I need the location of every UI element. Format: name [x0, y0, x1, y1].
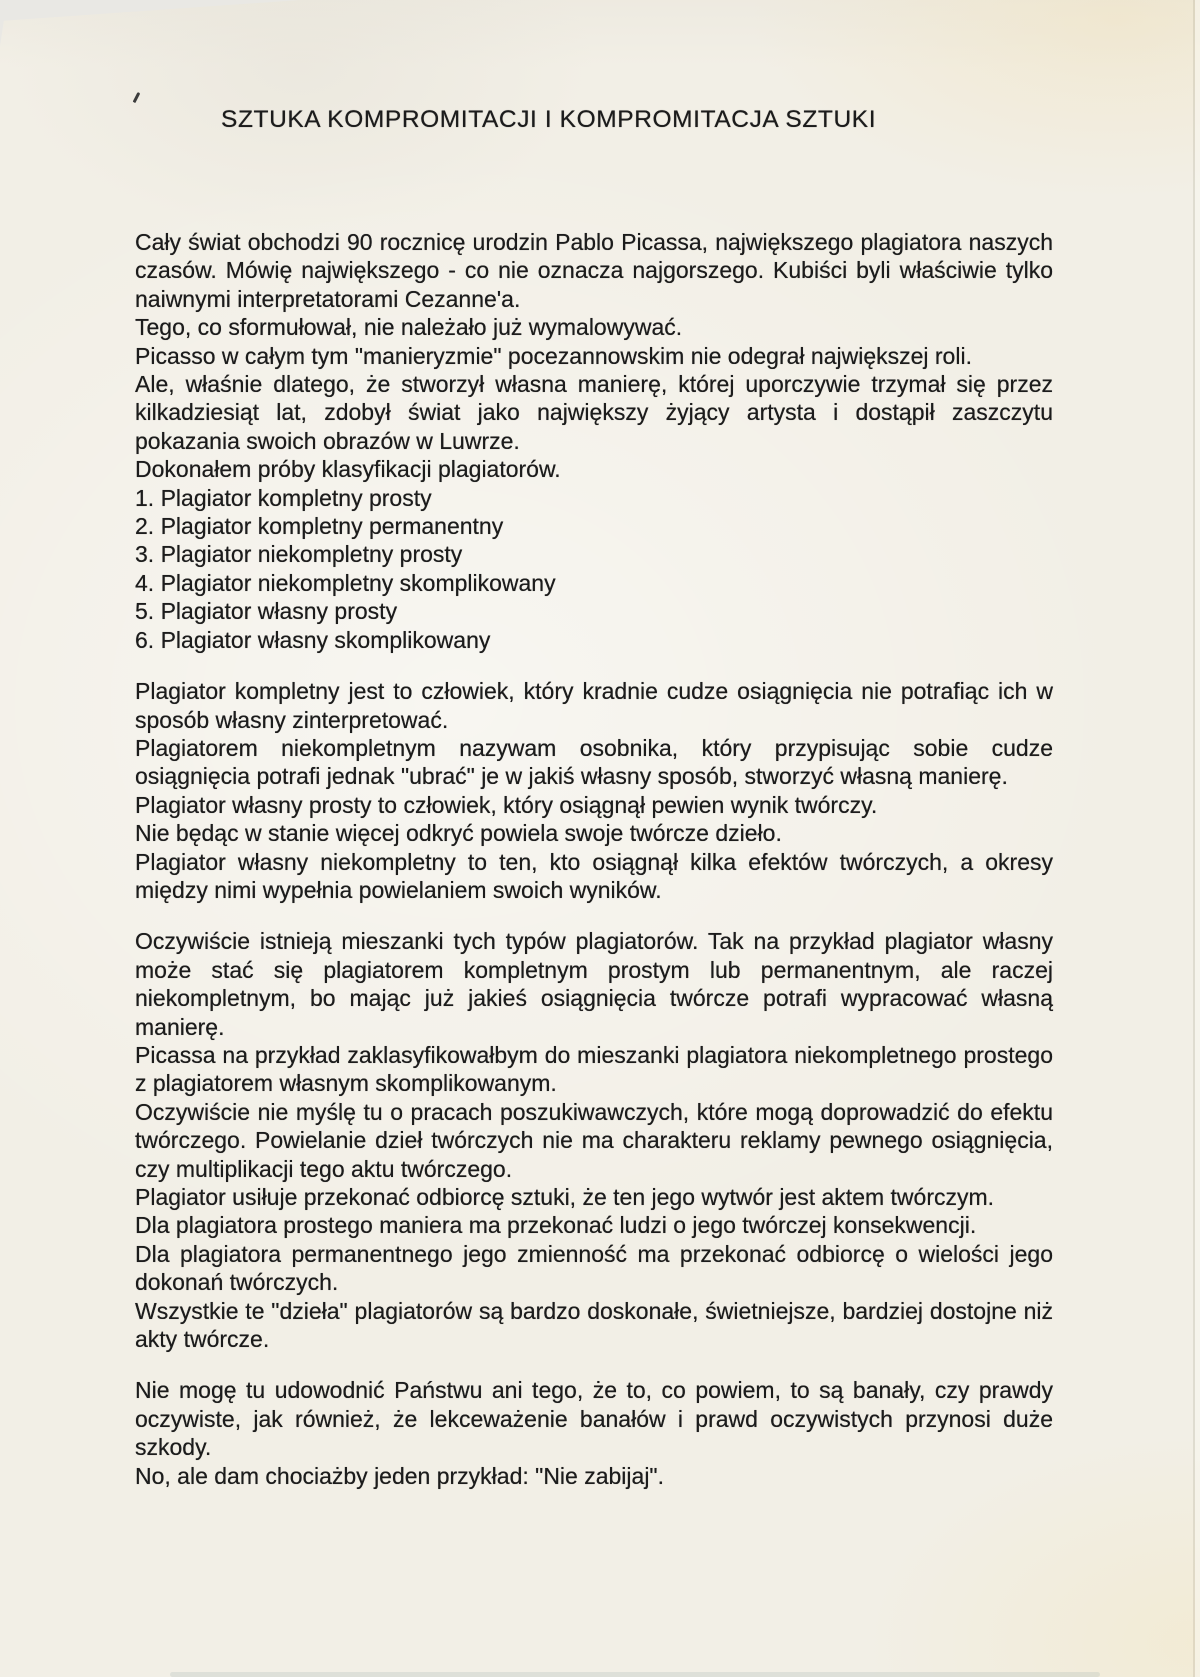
page-edge-highlight — [1195, 0, 1200, 1677]
document-title: SZTUKA KOMPROMITACJI I KOMPROMITACJA SZTUKI — [221, 106, 877, 133]
paragraph: Plagiatorem niekompletnym nazywam osobnika, który przypisując sobie cudze osiągnięcia potrafi jednak "ubrać" je w jakiś własny sposób, stworzyć własną manierę. — [135, 734, 1053, 790]
paragraph: Tego, co sformułował, nie należało już wymalowywać. — [135, 314, 683, 341]
text-block-definitions — [135, 677, 1053, 904]
list-item-4: 4. Plagiator niekompletny skomplikowany — [135, 569, 556, 596]
paragraph: Oczywiście nie myślę tu o pracach poszukiwawczych, które mogą doprowadzić do efektu twórczego. Powielanie dzieł twórczych nie ma charakteru reklamy pewnego osiągnięcia, czy multiplikacji tego aktu twórczego. — [135, 1098, 1053, 1182]
paragraph: Oczywiście istnieją mieszanki tych typów plagiatorów. Tak na przykład plagiator własny może stać się plagiatorem kompletnym prostym lub permanentnym, ale raczej niekompletnym, bo mając już jakieś osiągnięcia twórcze potrafi wypracować własną manierę. — [135, 928, 1053, 1040]
paragraph: Nie będąc w stanie więcej odkryć powiela swoje twórcze dzieło. — [135, 820, 782, 847]
list-item-6: 6. Plagiator własny skomplikowany — [135, 626, 491, 653]
paragraph: Picasso w całym tym "manieryzmie" pocezannowskim nie odegrał największej roli. — [135, 342, 972, 369]
paragraph: Plagiator własny niekompletny to ten, kto osiągnął kilka efektów twórczych, a okresy między nimi wypełnia powielaniem swoich wyników. — [135, 848, 1053, 903]
paragraph: Dla plagiatora permanentnego jego zmienność ma przekonać odbiorcę o wielości jego dokonań twórczych. — [135, 1240, 1053, 1296]
paragraph: Wszystkie te "dzieła" plagiatorów są bardzo doskonałe, świetniejsze, bardziej dostojne niż akty twórcze. — [135, 1297, 1053, 1353]
paragraph: Nie mogę tu udowodnić Państwu ani tego, że to, co powiem, to są banały, czy prawdy oczywiste, jak również, że lekceważenie banałów i prawd oczywistych przynosi duże szkody. — [135, 1377, 1053, 1461]
text-block-closing — [135, 1376, 1053, 1490]
document-content — [135, 0, 1053, 1490]
document-body — [135, 228, 1053, 1490]
list-item-5: 5. Plagiator własny prosty — [135, 598, 398, 625]
scan-edge-artifact-left — [0, 0, 7, 46]
list-item-3: 3. Plagiator niekompletny prosty — [135, 541, 463, 568]
paragraph: No, ale dam chociażby jeden przykład: "Nie zabijaj". — [135, 1462, 664, 1489]
scan-edge-artifact-bottom — [170, 1672, 1100, 1677]
paragraph: Picassa na przykład zaklasyfikowałbym do mieszanki plagiatora niekompletnego prostego z plagiatorem własnym skomplikowanym. — [135, 1041, 1053, 1097]
paragraph: Plagiator usiłuje przekonać odbiorcę sztuki, że ten jego wytwór jest aktem twórczym. — [135, 1184, 995, 1210]
paragraph: Dokonałem próby klasyfikacji plagiatorów. — [135, 456, 561, 483]
list-item-1: 1. Plagiator kompletny prosty — [135, 484, 432, 511]
list-item-2: 2. Plagiator kompletny permanentny — [135, 513, 504, 540]
text-block-intro-and-classification — [135, 228, 1053, 654]
paragraph: Cały świat obchodzi 90 rocznicę urodzin Pablo Picassa, największego plagiatora naszych czasów. Mówię największego - co nie oznacza najgorszego. Kubiści byli właściwie tylko naiwnymi interpretatorami Cezanne'a. — [135, 229, 1053, 312]
paragraph: Plagiator kompletny jest to człowiek, który kradnie cudze osiągnięcia nie potrafiąc ich w sposób własny zinterpretować. — [135, 678, 1053, 733]
paragraph: Dla plagiatora prostego maniera ma przekonać ludzi o jego twórczej konsekwencji. — [135, 1212, 977, 1239]
paragraph: Plagiator własny prosty to człowiek, który osiągnął pewien wynik twórczy. — [135, 791, 878, 818]
paragraph: Ale, właśnie dlatego, że stworzył własna manierę, której uporczywie trzymał się przez kilkadziesiąt lat, zdobył świat jako największy żyjący artysta i dostąpił zaszczytu pokazania swoich obrazów w Luwrze. — [135, 371, 1053, 454]
text-block-mixtures — [135, 927, 1053, 1353]
